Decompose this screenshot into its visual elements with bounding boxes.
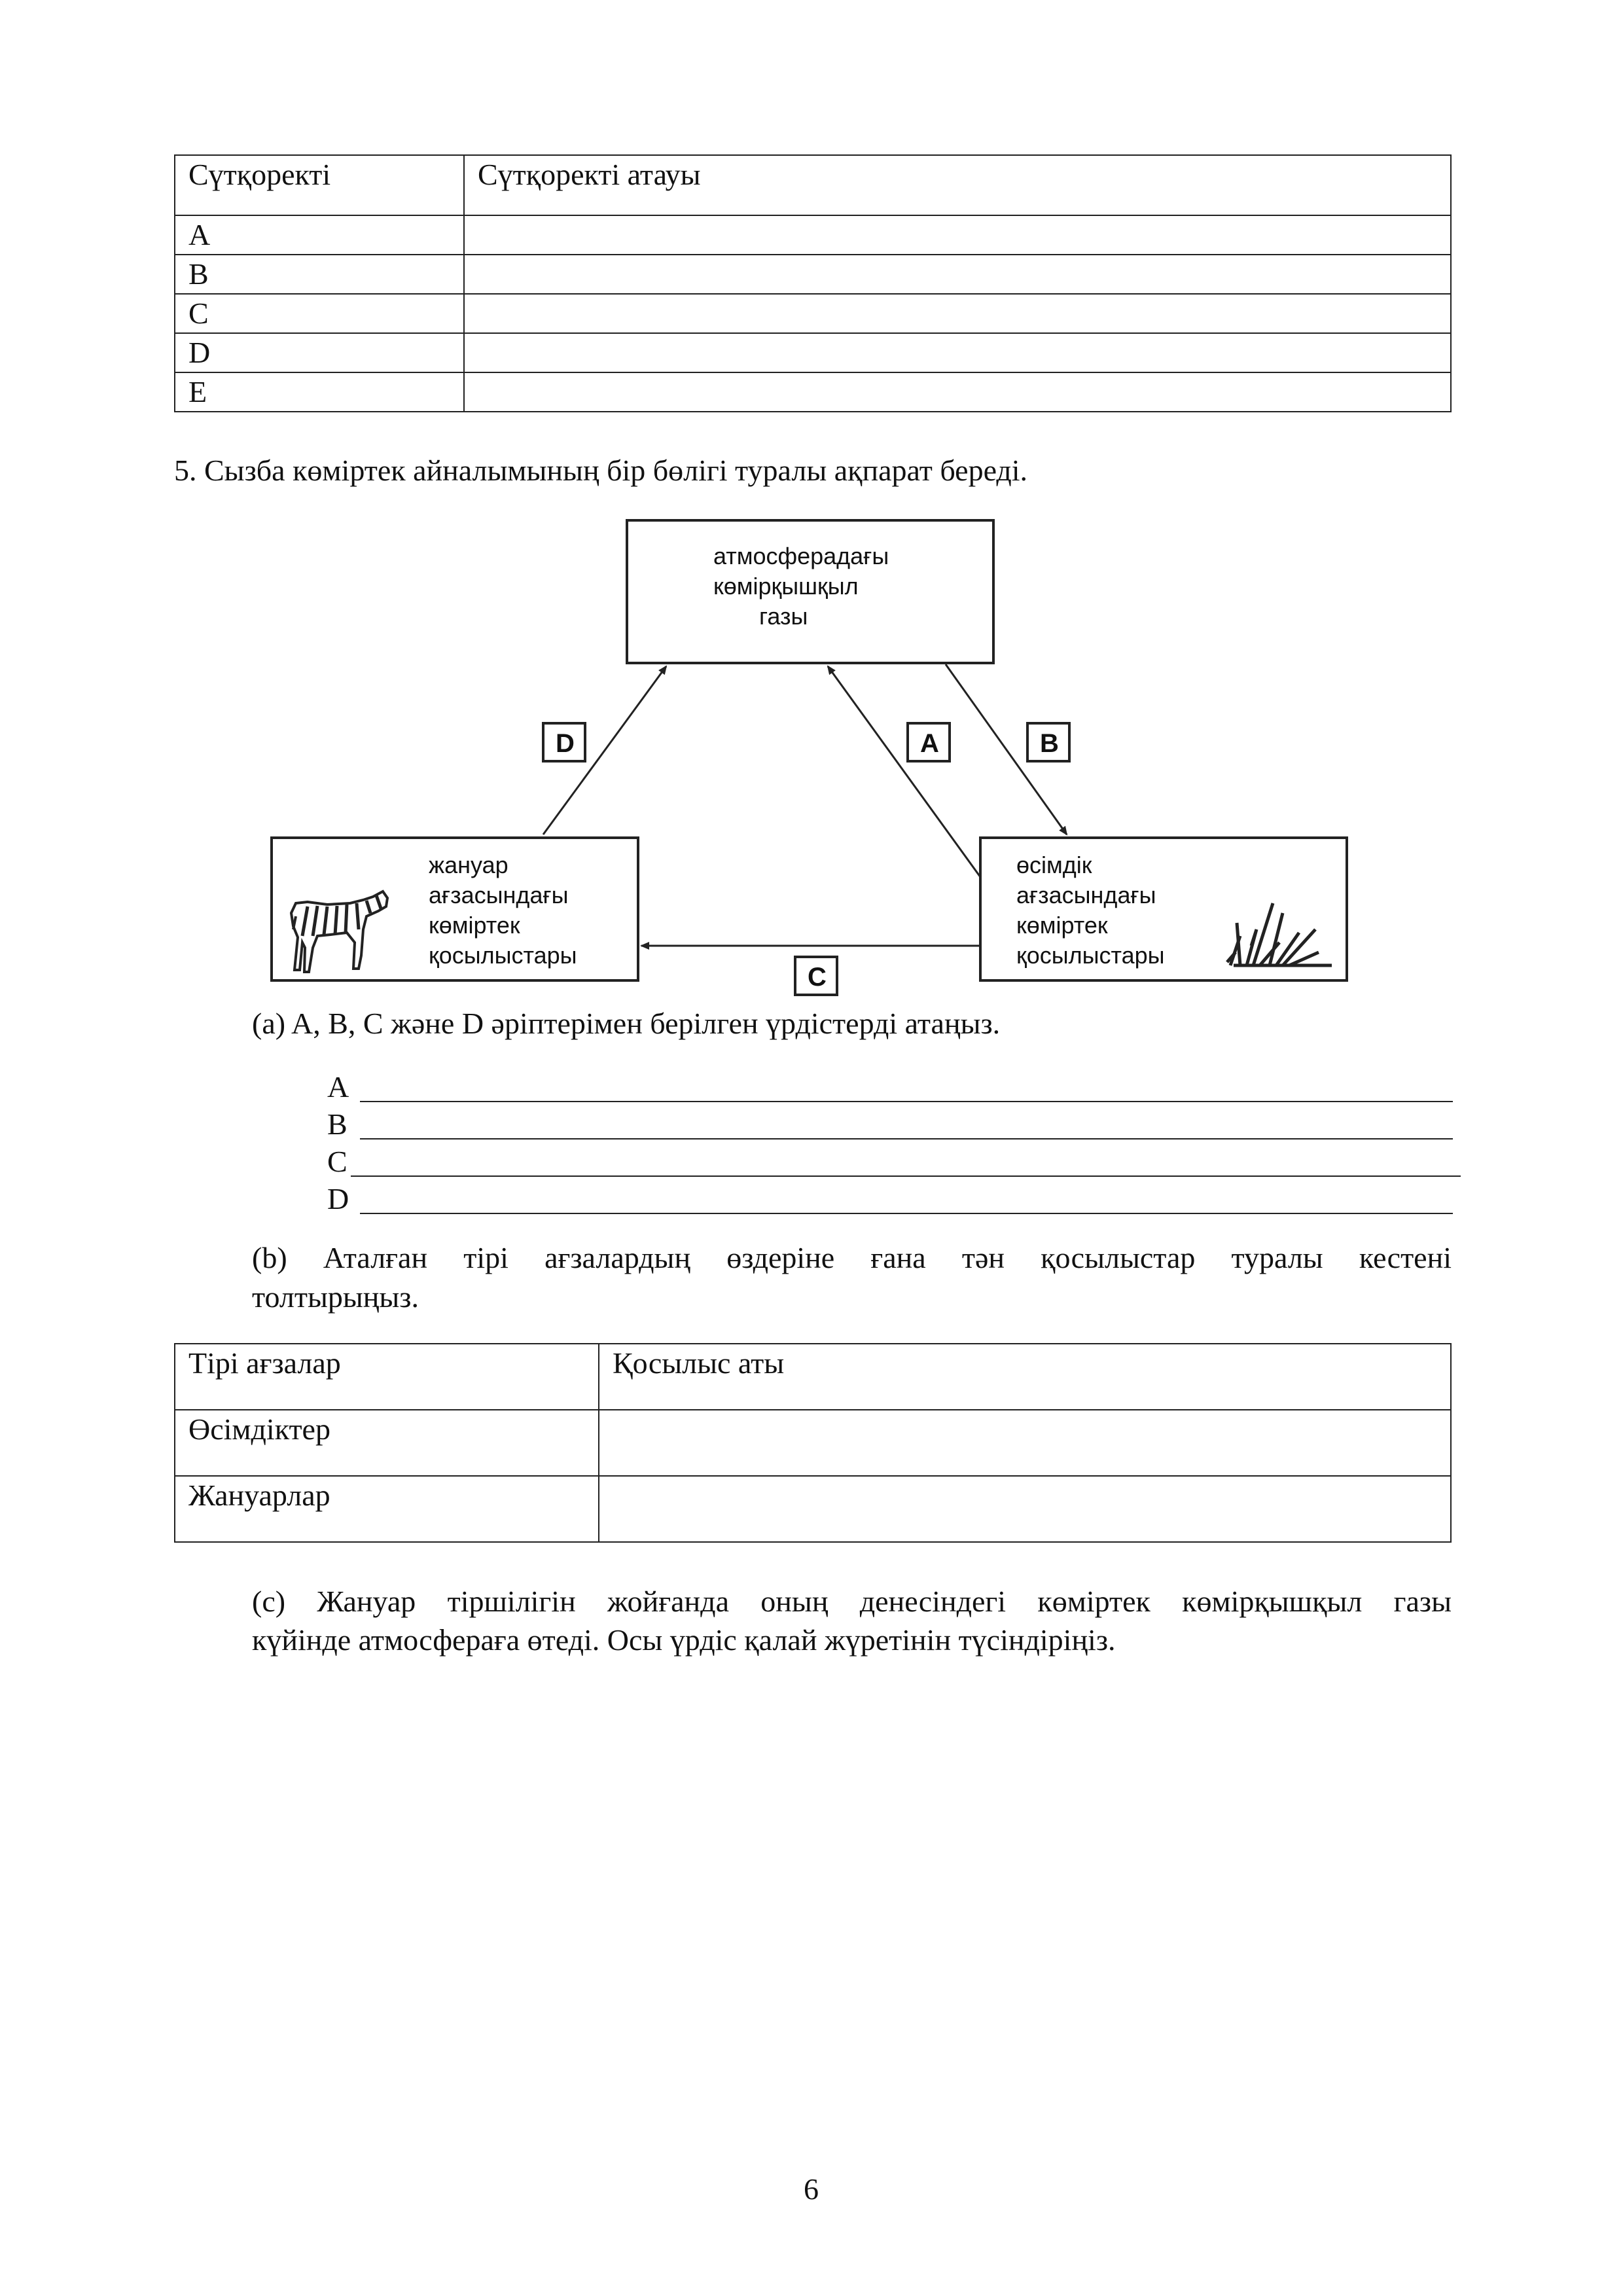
answer-rule (360, 1138, 1453, 1139)
answer-rule (360, 1101, 1453, 1102)
table-row-label: A (175, 215, 464, 255)
question-5-intro: 5. Сызба көміртек айналымының бір бөлігі туралы ақпарат береді. (174, 454, 1028, 487)
table-header-cell: Сүтқоректі (175, 155, 464, 215)
part-a-text: (a) A, B, C және D әріптерімен берілген үрдістерді атаңыз. (252, 1007, 1001, 1040)
animal-text-2: ағзасындағы (429, 882, 569, 908)
animal-text-4: қосылыстары (429, 942, 577, 969)
atmosphere-text-1: атмосферадағы (713, 543, 889, 569)
page-number: 6 (804, 2172, 819, 2206)
answer-letter: D (327, 1182, 349, 1215)
table-row-label: B (175, 255, 464, 294)
part-c-line-1: (c) Жануар тіршілігін жойғанда оның денесіндегі көміртек көмірқышқыл газы (252, 1585, 1452, 1618)
answer-cell[interactable] (599, 1410, 1451, 1476)
plant-text-3: көміртек (1016, 912, 1108, 939)
answer-line-c[interactable] (327, 1143, 1453, 1181)
answer-line-a[interactable] (327, 1068, 1453, 1106)
zebra-icon (291, 891, 387, 972)
grass-icon (1227, 903, 1332, 965)
answer-line-d[interactable] (327, 1180, 1453, 1218)
table-row-label: D (175, 333, 464, 372)
table-header-cell: Қосылыс аты (599, 1344, 1451, 1410)
label-a: A (920, 729, 939, 758)
answer-rule (351, 1175, 1461, 1177)
part-c-line-2: күйінде атмосфераға өтеді. Осы үрдіс қалай жүретінін түсіндіріңіз. (252, 1623, 1116, 1657)
answer-line-b[interactable] (327, 1105, 1453, 1143)
label-c: C (808, 963, 827, 992)
table-header-cell: Сүтқоректі атауы (464, 155, 1451, 215)
table-row-label: Жануарлар (175, 1476, 599, 1542)
arrow-a (828, 666, 980, 877)
table-row-label: Өсімдіктер (175, 1410, 599, 1476)
animal-text-3: көміртек (429, 912, 520, 939)
plant-text-4: қосылыстары (1016, 942, 1165, 969)
table-row-label: E (175, 372, 464, 412)
plant-text-1: өсімдік (1016, 852, 1092, 878)
answer-letter: C (327, 1145, 348, 1178)
label-d: D (556, 729, 575, 758)
answer-rule (360, 1213, 1453, 1214)
answer-cell[interactable] (599, 1476, 1451, 1542)
atmosphere-text-2: көмірқышқыл (713, 573, 859, 600)
table-row-label: C (175, 294, 464, 333)
table-header-cell: Тірі ағзалар (175, 1344, 599, 1410)
plant-text-2: ағзасындағы (1016, 882, 1156, 908)
part-b-line-2: толтырыңыз. (252, 1280, 419, 1314)
animal-text-1: жануар (429, 852, 508, 878)
atmosphere-text-3: газы (759, 603, 808, 630)
organisms-table (174, 1343, 1452, 1543)
answer-letter: B (327, 1107, 348, 1141)
part-b-line-1: (b) Аталған тірі ағзалардың өздеріне ғана тән қосылыстар туралы кестені (252, 1241, 1452, 1274)
label-b: B (1040, 729, 1059, 758)
answer-letter: A (327, 1070, 349, 1103)
